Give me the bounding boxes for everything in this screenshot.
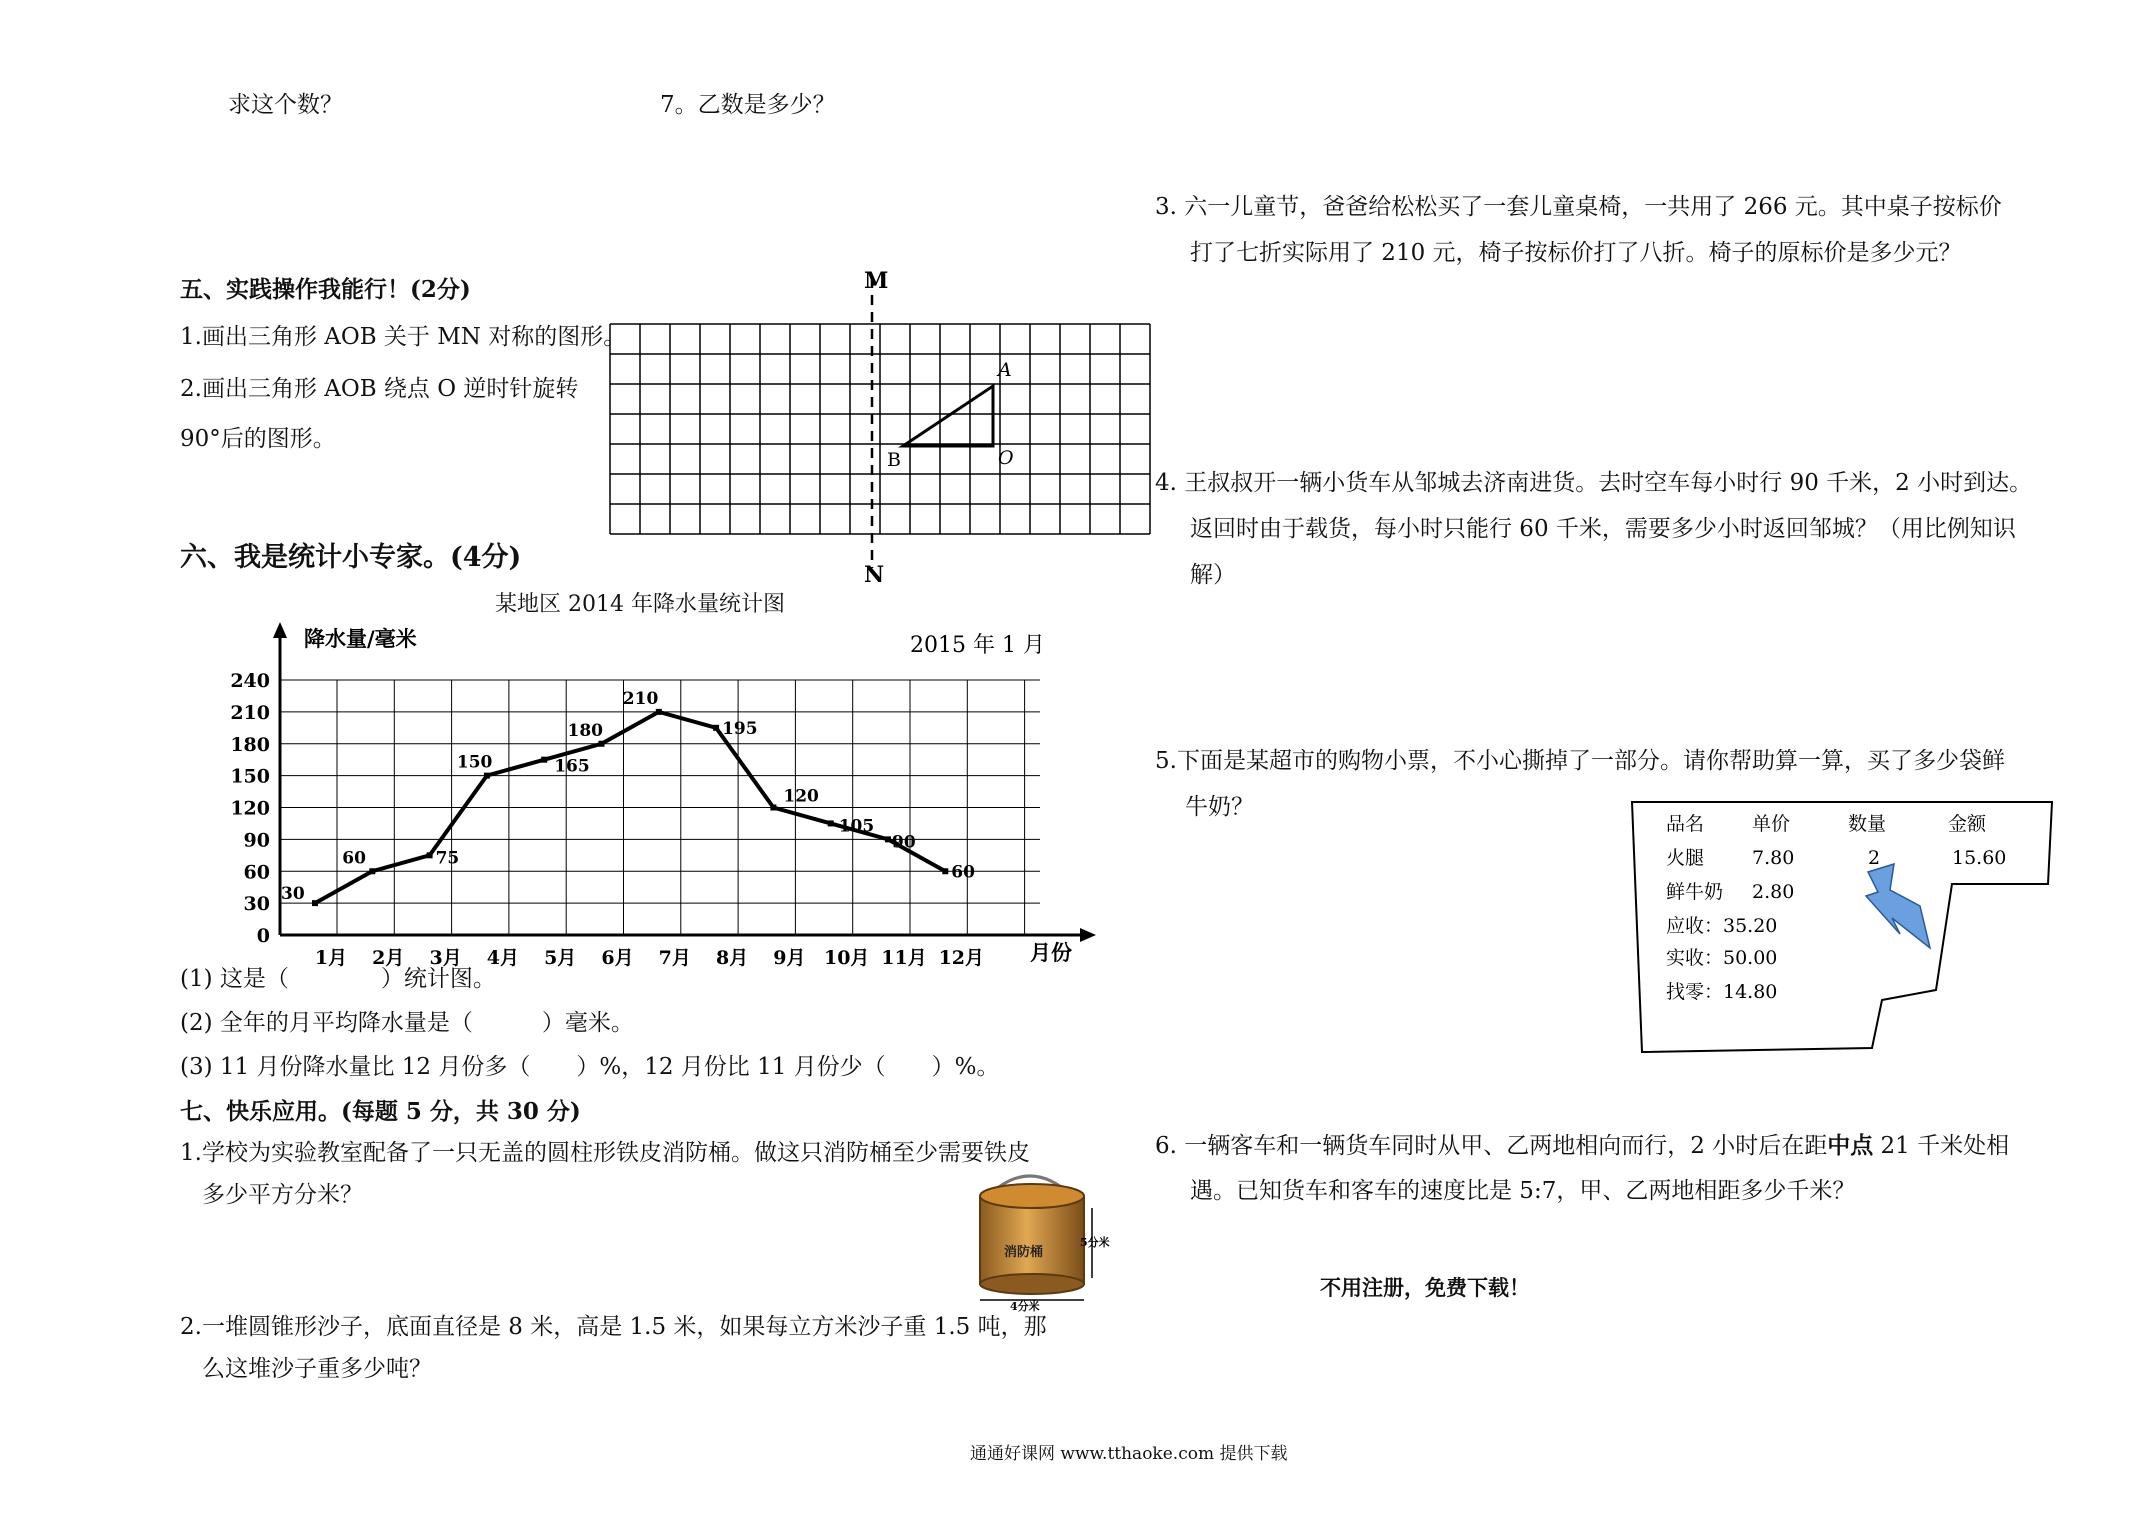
data-point [713,725,719,731]
receipt-due: 应收：35.20 [1666,915,1778,937]
section-6-title: 六、我是统计小专家。(4分) [180,542,522,573]
symmetry-grid [600,268,1160,588]
label-a: A [998,359,1012,381]
y-tick-label: 180 [230,733,270,756]
sec5-q1: 1.画出三角形 AOB 关于 MN 对称的图形。 [180,324,627,350]
sec7-q2a: 2.一堆圆锥形沙子，底面直径是 8 米，高是 1.5 米，如果每立方米沙子重 1.5 吨，那 [180,1314,1047,1340]
chart-date: 2015 年 1 月 [910,633,1045,658]
page-footer: 通通好课网 www.tthaoke.com 提供下载 [970,1444,1288,1464]
data-point [427,852,433,858]
data-label: 30 [281,884,305,905]
q6-bold-midpoint: 中点 [1827,1132,1874,1159]
x-tick-label: 11月 [881,947,927,969]
bucket-label: 消防桶 [1004,1245,1044,1260]
sec6-q1: (1) 这是（ ）统计图。 [180,966,496,992]
data-label: 195 [722,718,758,739]
q6-text-1: 6. 一辆客车和一辆货车同时从甲、乙两地相向而行，2 小时后在距 [1155,1133,1828,1159]
y-tick-label: 150 [230,765,270,788]
data-label: 150 [456,752,493,773]
right-q4a: 4. 王叔叔开一辆小货车从邹城去济南进货。去时空车每小时行 90 千米，2 小时到达。 [1155,470,2033,496]
x-tick-label: 7月 [658,947,691,969]
triangle-aob [903,386,993,446]
label-n: N [864,562,885,588]
receipt-ham-price: 7.80 [1752,847,1795,869]
bucket-height: 5分米 [1080,1236,1110,1249]
y-axis-arrow [273,622,287,638]
receipt-ham-amount: 15.60 [1952,847,2007,869]
sec5-q2b: 90°后的图形。 [180,426,336,452]
right-q3b: 打了七折实际用了 210 元，椅子按标价打了八折。椅子的原标价是多少元？ [1190,240,1962,266]
x-tick-label: 6月 [601,947,634,969]
data-label: 120 [783,786,819,807]
receipt-header-price: 单价 [1752,813,1791,835]
x-tick-label: 10月 [823,947,870,969]
receipt-ham-qty: 2 [1868,847,1881,869]
data-label: 105 [838,816,875,837]
right-q4c: 解） [1190,562,1236,588]
question-7: 7。乙数是多少？ [660,92,836,118]
sec5-q2: 2.画出三角形 AOB 绕点 O 逆时针旋转 [180,376,579,402]
x-tick-label: 3月 [429,947,462,969]
label-m: M [864,268,889,294]
x-tick-label: 2月 [372,947,405,969]
sec7-q1a: 1.学校为实验教室配备了一只无盖的圆柱形铁皮消防桶。做这只消防桶至少需要铁皮 [180,1140,1030,1166]
x-tick-label: 4月 [486,947,520,969]
data-point [828,820,834,826]
x-axis-label: 月份 [1030,940,1072,965]
receipt-header-amount: 金额 [1948,813,1987,835]
data-label: 180 [567,720,603,741]
shopping-receipt [1630,800,2060,1070]
rainfall-line-chart [180,620,1100,980]
right-q6a [1155,1132,2009,1161]
right-q4b: 返回时由于载货，每小时只能行 60 千米，需要多少小时返回邹城？（用比例知识 [1190,516,2016,542]
x-tick-label: 1月 [314,947,348,969]
data-point [312,900,318,906]
receipt-item-ham: 火腿 [1666,847,1705,869]
right-q5b: 牛奶？ [1185,794,1254,820]
label-b: B [887,449,901,471]
chart-title: 某地区 2014 年降水量统计图 [495,592,785,617]
data-point [770,805,776,811]
y-tick-label: 240 [230,670,270,692]
y-tick-label: 0 [256,925,270,947]
receipt-header-qty: 数量 [1848,813,1887,835]
fire-bucket-image [968,1162,1128,1312]
receipt-item-milk: 鲜牛奶 [1666,881,1724,903]
label-o: O [998,447,1014,469]
y-tick-label: 120 [230,797,270,820]
data-point [885,836,891,842]
right-q3a: 3. 六一儿童节，爸爸给松松买了一套儿童桌椅，一共用了 266 元。其中桌子按标价 [1155,194,2002,220]
data-label: 60 [342,848,366,869]
sec6-q3: (3) 11 月份降水量比 12 月份多（ ）%，12 月份比 11 月份少（ ）%。 [180,1054,1000,1080]
y-tick-label: 30 [243,893,270,916]
y-tick-label: 90 [243,829,270,852]
sec7-q1b: 多少平方分米？ [202,1182,363,1208]
y-axis-label: 降水量/毫米 [304,626,417,651]
x-tick-label: 5月 [544,947,577,969]
free-download-note: 不用注册，免费下载！ [1320,1276,1530,1300]
sec6-q2: (2) 全年的月平均降水量是（ ）毫米。 [180,1010,634,1036]
y-tick-label: 60 [243,861,270,884]
section-7-title: 七、快乐应用。(每题 5 分，共 30 分) [180,1098,581,1125]
data-point [656,709,662,715]
sec7-q2b: 么这堆沙子重多少吨？ [202,1356,432,1382]
data-label: 165 [554,756,590,777]
data-label: 60 [951,862,975,883]
x-axis-arrow [1080,928,1096,942]
x-tick-label: 12月 [938,947,985,969]
data-point [541,757,547,763]
x-tick-label: 9月 [773,947,806,969]
data-point [369,868,375,874]
data-point [942,868,948,874]
section-5-title: 五、实践操作我能行！(2分) [180,276,471,303]
data-label: 210 [622,688,659,709]
receipt-header-name: 品名 [1666,813,1705,835]
data-label: 75 [435,848,460,869]
y-tick-label: 210 [230,701,270,724]
receipt-change: 找零：14.80 [1666,981,1778,1003]
data-point [484,773,490,779]
receipt-milk-price: 2.80 [1752,881,1795,903]
data-point [599,741,605,747]
x-tick-label: 8月 [715,947,749,969]
right-q5a: 5.下面是某超市的购物小票，不小心撕掉了一部分。请你帮助算一算，买了多少袋鲜 [1155,748,2005,774]
q6-text-2: 21 千米处相 [1873,1133,2010,1159]
data-label: 90 [892,832,916,853]
receipt-paid: 实收：50.00 [1666,947,1778,969]
right-q6b: 遇。已知货车和客车的速度比是 5:7，甲、乙两地相距多少千米？ [1190,1178,1856,1204]
prev-question-tail: 求这个数？ [228,92,343,118]
bucket-diameter: 4分米 [1010,1300,1040,1312]
